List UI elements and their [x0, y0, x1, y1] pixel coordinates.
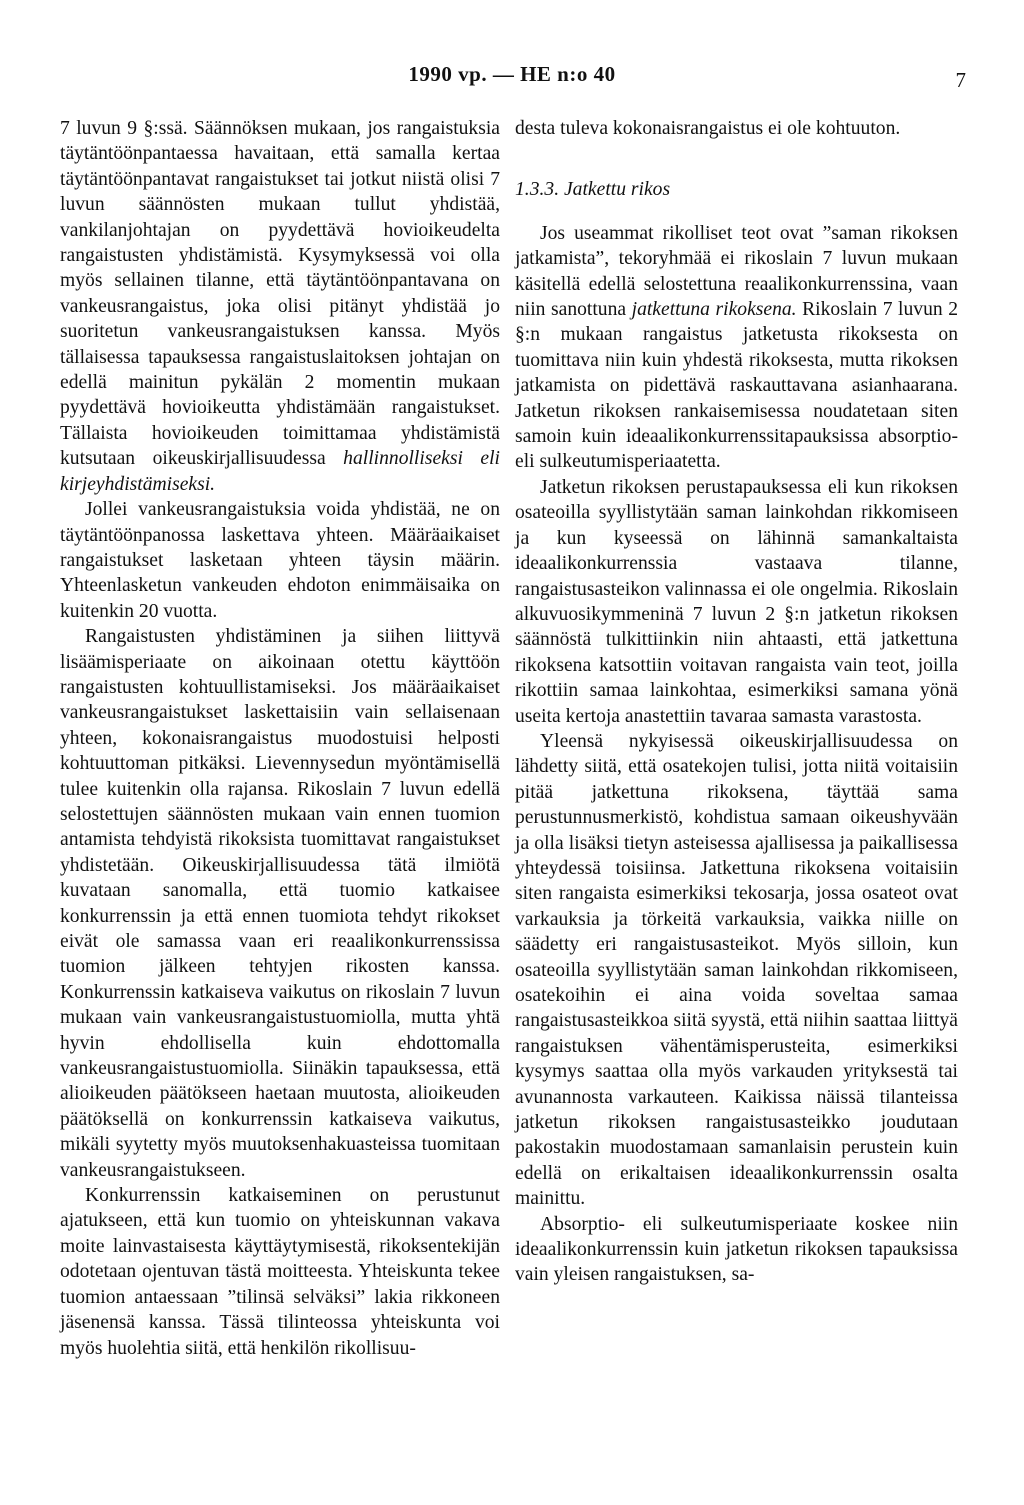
right-column [515, 116, 958, 1288]
paragraph-text: Jos useammat rikolliset teot ovat ”saman rikoksen jatkamista”, tekoryhmää ei rikoslain 7 luvun mukaan käsitellä edellä selostettuna reaalikonkurrenssina, vaan niin sanottuna [515, 222, 958, 321]
running-head: 1990 vp. — HE n:o 40 [408, 62, 616, 86]
section-heading: 1.3.3. Jatkettu rikos [515, 179, 671, 201]
paragraph-text: 7 luvun 9 §:ssä. Säännöksen mukaan, jos rangaistuksia täytäntöönpantaessa havaitaan, että samalla kertaa täytäntöönpantavat rangaistukset tai jotkut niistä olisi 7 luvun säännösten mukaan tullut yhdistää, vankilanjohtajan on pyydettävä hovioikeudelta rangaistusten yhdistämistä. Kysymyksessä voi olla myös sellainen tilanne, että täytäntöönpantavana on vankeusrangaistus, joka olisi pitänyt yhdistää jo suoritetun vankeusrangaistuksen kanssa. Myös tällaisessa tapauksessa rangaistuslaitoksen johtajan on edellä mainitun pykälän 2 momentin mukaan pyydettävä hovioikeutta yhdistämään rangaistukset. Tällaista hovioikeuden toimittamaa yhdistämistä kutsutaan oikeuskirjallisuudessa [60, 118, 500, 470]
paragraph: Yleensä nykyisessä oikeuskirjallisuudessa on lähdetty siitä, että osatekojen tulisi, jotta niitä voitaisiin pitää jatkettuna rikoksena, täyttää sama perustunnusmerkistö, kohdistua samaan oikeushyvään ja olla lisäksi tietyn asteisessa ajallisessa ja paikallisessa yhteydessä toisiinsa. Jatkettuna rikoksena voitaisiin siten rangaista esimerkiksi tekosarja, jossa osateot ovat varkauksia ja törkeitä varkauksia, vaikka niille on säädetty eri rangaistusasteikot. Myös silloin, kun osateoilla syyllistytään saman lainkohdan rikkomiseen, osatekoihin ei aina voida soveltaa samaa rangaistusasteikkoa siitä syystä, että niihin saattaa liittyä rangaistuksen vähentämisperusteita, esimerkiksi kysymys saattaa olla myös varkauden yrityksestä tai avunannosta varkauteen. Kaikissa näissä tilanteissa jatketun rikoksen rangaistusasteikko joudutaan pakostakin muodostamaan samanlaisin perustein kuin edellä on erikaltaisen ideaalikonkurrenssin osalta mainittu. [515, 730, 958, 1210]
italic-term: hallinnolliseksi eli kirjeyhdistämiseksi. [60, 448, 500, 495]
paragraph-text: Rikoslain 7 luvun 2 §:n mukaan rangaistus jatketusta rikoksesta on tuomittava niin kuin yhdestä rikoksesta, mutta rikoksen jatkamista on pidettävä raskauttavana asianhaarana. Jatketun rikoksen rankaisemisessa noudatetaan siten samoin kuin ideaalikonkurrenssitapauksissa absorptio- eli sulkeutumisperiaatetta. [515, 299, 959, 473]
paragraph [515, 221, 958, 475]
paragraph: Konkurrenssin katkaiseminen on perustunut ajatukseen, että kun tuomio on yhteiskunnan vakava moite lainvastaisesta käyttäytymisestä, rikoksentekijän odotetaan ojentuvan tästä moitteesta. Yhteiskunta tekee tuomion antaessaan ”tilinsä selväksi” lakia rikkoneen jäsenensä kanssa. Tässä tilinteossa yhteiskunta voi myös huolehtia siitä, että henkilön rikollisuu- [60, 1185, 500, 1359]
left-column [60, 116, 500, 1361]
paragraph: Absorptio- eli sulkeutumisperiaate koskee niin ideaalikonkurrenssin kuin jatketun rikoksen tapauksissa vain yleisen rangaistuksen, sa- [515, 1213, 958, 1286]
paragraph: Jollei vankeusrangaistuksia voida yhdistää, ne on täytäntöönpanossa laskettava yhteen. Määräaikaiset rangaistukset lasketaan yhteen täysin määrin. Yhteenlasketun vankeuden ehdoton enimmäisaika on kuitenkin 20 vuotta. [60, 499, 500, 622]
paragraph: Rangaistusten yhdistäminen ja siihen liittyvä lisäämisperiaate on aikoinaan otettu käyttöön rangaistusten kohtuullistamiseksi. Jos määräaikaiset vankeusrangaistukset laskettaisiin vain sellaisenaan yhteen, kokonaisrangaistus muodostuisi helposti kohtuuttoman pitkäksi. Lievennysedun myöntämisellä tulee kuitenkin olla rajansa. Rikoslain 7 luvun edellä selostettujen säännösten mukaan vain ennen tuomion antamista tehdyistä rikoksista tuomittavat rangaistukset yhdistetään. Oikeuskirjallisuudessa tätä ilmiötä kuvataan sanomalla, että tuomio katkaisee konkurrenssin ja että ennen tuomiota tehdyt rikokset eivät ole samassa vaan eri reaalikonkurrenssissa tuomion jälkeen tehtyjen rikosten kanssa. Konkurrenssin katkaiseva vaikutus on rikoslain 7 luvun mukaan vain vankeusrangaistustuomiolla, mutta yhtä hyvin ehdollisella kuin ehdottomalla vankeusrangaistustuomiolla. Siinäkin tapauksessa, että alioikeuden päätökseen haetaan muutosta, alioikeuden päätöksellä on konkurrenssin katkaiseva vaikutus, mikäli syytetty myös muutoksenhakuasteissa tuomitaan vankeusrangaistukseen. [60, 626, 500, 1181]
page-number: 7 [955, 68, 966, 92]
paragraph: Jatketun rikoksen perustapauksessa eli kun rikoksen osateoilla syyllistytään saman lainkohdan rikkomiseen ja kun kyseessä on lähinnä samankaltaista ideaalikonkurrenssia vastaava tilanne, rangaistusasteikon valinnassa ei ole ongelmia. Rikoslain alkuvuosikymmeninä 7 luvun 2 §:n jatketun rikoksen säännöstä tulkittiinkin niin ahtaasti, että jatkettuna rikoksena katsottiin voitavan rangaista vain teot, joilla rikottiin samaa lainkohtaa, esimerkiksi samana yönä useita kertoja anastettiin tavaraa samasta varastosta. [515, 476, 958, 727]
page-header [0, 62, 1024, 92]
paragraph [60, 116, 500, 497]
paragraph: desta tuleva kokonaisrangaistus ei ole kohtuuton. [515, 118, 901, 139]
italic-term: jatkettuna rikoksena. [631, 299, 797, 321]
